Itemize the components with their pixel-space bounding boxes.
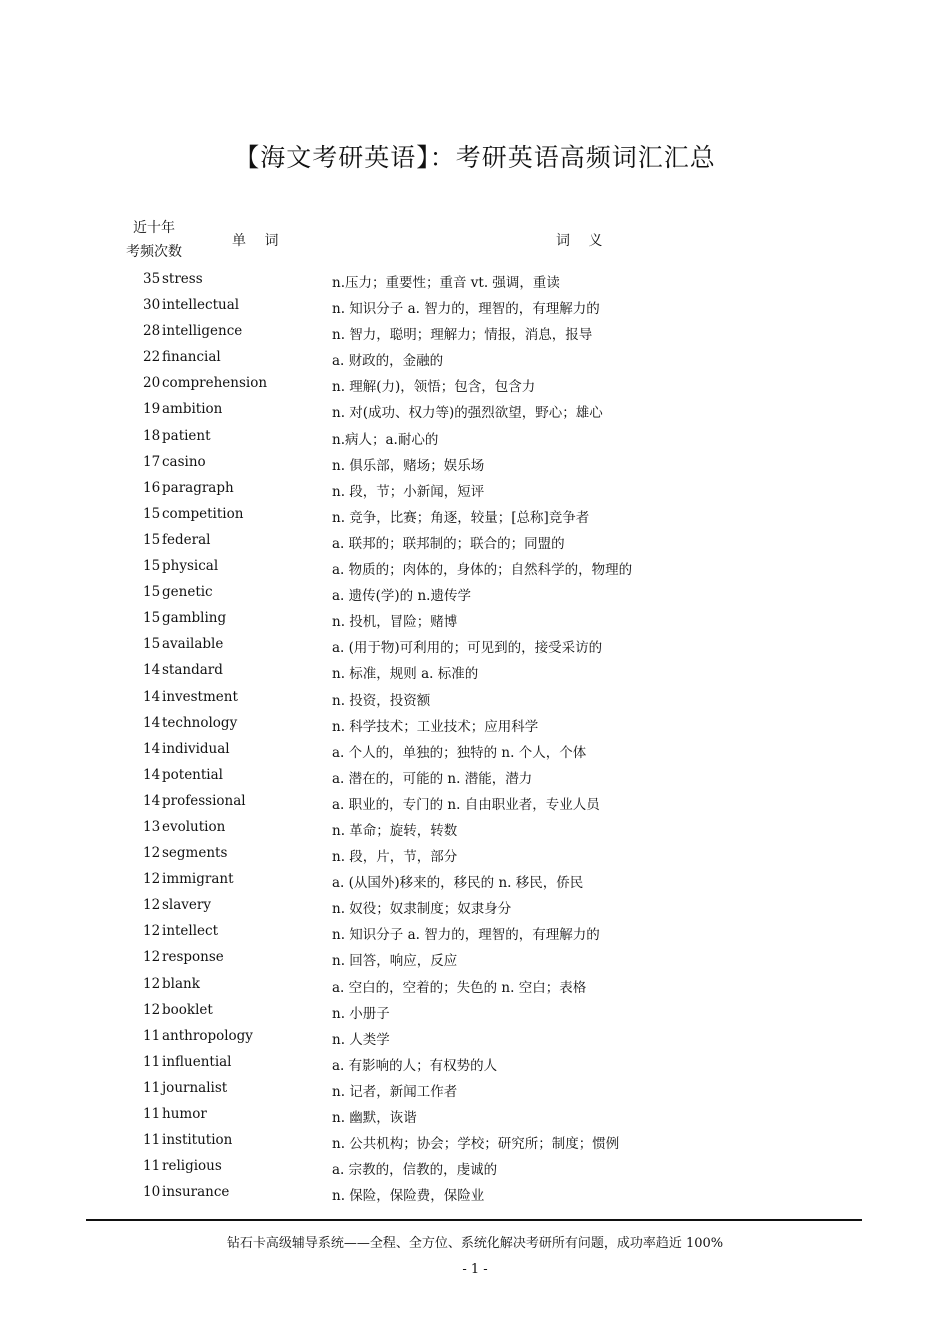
table-row	[0, 606, 950, 632]
word-definition: n. 知识分子 a. 智力的，理智的，有理解力的	[332, 301, 600, 318]
table-row	[0, 1076, 950, 1102]
table-row	[0, 919, 950, 945]
vocabulary-word: gambling	[162, 610, 227, 627]
frequency-count: 19	[143, 401, 161, 418]
word-definition: n.压力；重要性；重音 vt. 强调，重读	[332, 275, 560, 291]
word-definition: n. 理解(力)，领悟；包含，包含力	[332, 379, 536, 396]
word-definition: n. 科学技术；工业技术；应用科学	[332, 718, 539, 735]
column-header-definition: 词 义	[556, 233, 603, 249]
vocabulary-word: segments	[162, 845, 228, 862]
column-header-word: 单 词	[232, 233, 279, 249]
vocabulary-table	[0, 267, 950, 1206]
word-definition: n. 段，片，节，部分	[332, 849, 458, 866]
frequency-count: 15	[143, 558, 161, 575]
table-row	[0, 554, 950, 580]
table-row	[0, 972, 950, 998]
word-definition: n. 保险，保险费，保险业	[332, 1188, 485, 1205]
page-number: - 1 -	[462, 1262, 488, 1277]
vocabulary-word: professional	[162, 792, 246, 809]
word-definition: n. 革命；旋转，转数	[332, 822, 458, 839]
table-row	[0, 685, 950, 711]
word-definition: a. (从国外)移来的，移民的 n. 移民，侨民	[332, 875, 584, 892]
vocabulary-word: anthropology	[162, 1027, 253, 1044]
word-definition: a. 宗教的，信教的，虔诚的	[332, 1162, 498, 1179]
frequency-count: 14	[143, 792, 161, 809]
vocabulary-word: intellectual	[162, 297, 240, 314]
table-row	[0, 580, 950, 606]
vocabulary-word: journalist	[162, 1079, 228, 1096]
vocabulary-word: genetic	[162, 584, 213, 601]
word-definition: n. 知识分子 a. 智力的，理智的，有理解力的	[332, 927, 600, 944]
frequency-count: 22	[143, 349, 161, 366]
vocabulary-word: casino	[162, 453, 206, 470]
vocabulary-word: insurance	[162, 1184, 230, 1201]
table-row	[0, 1024, 950, 1050]
word-definition: n. 奴役；奴隶制度；奴隶身分	[332, 901, 512, 918]
table-row	[0, 1128, 950, 1154]
frequency-count: 11	[143, 1079, 161, 1096]
frequency-count: 12	[143, 1001, 161, 1018]
table-row	[0, 815, 950, 841]
table-row	[0, 397, 950, 423]
table-row	[0, 424, 950, 450]
frequency-count: 14	[143, 740, 161, 757]
vocabulary-word: potential	[162, 766, 223, 783]
frequency-count: 13	[143, 818, 161, 835]
vocabulary-word: intelligence	[162, 323, 243, 340]
word-definition: a. 个人的，单独的；独特的 n. 个人，个体	[332, 744, 587, 761]
vocabulary-word: financial	[162, 349, 221, 366]
frequency-count: 16	[143, 479, 161, 496]
table-row	[0, 737, 950, 763]
table-row	[0, 371, 950, 397]
table-row	[0, 319, 950, 345]
frequency-count: 18	[143, 427, 161, 444]
vocabulary-word: patient	[162, 427, 211, 444]
word-definition: a. 有影响的人；有权势的人	[332, 1057, 498, 1074]
vocabulary-word: standard	[162, 662, 223, 679]
vocabulary-word: blank	[162, 975, 200, 992]
table-row	[0, 476, 950, 502]
table-row	[0, 1154, 950, 1180]
column-header-frequency	[122, 216, 186, 264]
vocabulary-word: federal	[162, 531, 211, 548]
vocabulary-word: available	[162, 636, 224, 653]
vocabulary-word: humor	[162, 1106, 207, 1122]
frequency-count: 10	[143, 1184, 161, 1201]
frequency-count: 15	[143, 531, 161, 548]
word-definition: n. 记者，新闻工作者	[332, 1083, 458, 1100]
word-definition: n. 智力，聪明；理解力；情报，消息，报导	[332, 327, 593, 344]
vocabulary-word: evolution	[162, 818, 226, 835]
frequency-count: 15	[143, 610, 161, 627]
word-definition: n. 投机，冒险；赌博	[332, 614, 458, 631]
word-definition: n. 俱乐部，赌场；娱乐场	[332, 457, 485, 474]
word-definition: a. 联邦的；联邦制的；联合的；同盟的	[332, 535, 565, 552]
table-row	[0, 893, 950, 919]
frequency-count: 28	[143, 323, 161, 340]
vocabulary-word: response	[162, 949, 224, 966]
table-row	[0, 998, 950, 1024]
table-row	[0, 867, 950, 893]
vocabulary-word: comprehension	[162, 375, 268, 392]
frequency-count: 20	[143, 375, 161, 392]
vocabulary-word: booklet	[162, 1001, 213, 1018]
frequency-count: 12	[143, 949, 161, 966]
word-definition: a. 职业的，专门的 n. 自由职业者，专业人员	[332, 796, 600, 813]
vocabulary-word: physical	[162, 558, 219, 575]
footer-divider	[86, 1219, 862, 1221]
table-row	[0, 502, 950, 528]
table-row	[0, 841, 950, 867]
page-title: 【海文考研英语】：考研英语高频词汇汇总	[234, 143, 716, 172]
word-definition: a. 遗传(学)的 n.遗传学	[332, 588, 471, 605]
table-row	[0, 345, 950, 371]
vocabulary-word: slavery	[162, 897, 211, 914]
vocabulary-word: religious	[162, 1158, 222, 1175]
word-definition: n. 小册子	[332, 1005, 390, 1022]
table-row	[0, 658, 950, 684]
table-row	[0, 1102, 950, 1128]
vocabulary-word: technology	[162, 714, 238, 731]
vocabulary-word: ambition	[162, 401, 223, 418]
frequency-count: 12	[143, 845, 161, 862]
frequency-count: 30	[143, 297, 161, 314]
footer-text: 钻石卡高级辅导系统——全程、全方位、系统化解决考研所有问题，成功率趋近 100%	[226, 1236, 724, 1251]
word-definition: a. 财政的，金融的	[332, 353, 444, 370]
vocabulary-word: investment	[162, 688, 238, 705]
frequency-count: 12	[143, 871, 161, 888]
vocabulary-word: paragraph	[162, 479, 234, 496]
table-row	[0, 1180, 950, 1206]
vocabulary-word: immigrant	[162, 871, 234, 888]
frequency-count: 11	[143, 1132, 161, 1149]
table-row	[0, 789, 950, 815]
word-definition: n. 标准，规则 a. 标准的	[332, 666, 479, 683]
frequency-count: 11	[143, 1106, 161, 1122]
frequency-count: 14	[143, 662, 161, 679]
frequency-count: 12	[143, 897, 161, 914]
word-definition: a. 空白的，空着的；失色的 n. 空白；表格	[332, 979, 587, 996]
frequency-count: 15	[143, 584, 161, 601]
frequency-header-line2: 考频次数	[126, 244, 182, 260]
vocabulary-word: competition	[162, 505, 244, 522]
word-definition: n. 对(成功、权力等)的强烈欲望，野心；雄心	[332, 405, 603, 422]
word-definition: a. 物质的；肉体的，身体的；自然科学的，物理的	[332, 562, 633, 579]
table-row	[0, 528, 950, 554]
frequency-count: 14	[143, 688, 161, 705]
word-definition: n. 幽默，诙谐	[332, 1110, 417, 1126]
frequency-header-line1: 近十年	[133, 220, 175, 236]
word-definition: n. 人类学	[332, 1031, 390, 1048]
table-row	[0, 711, 950, 737]
table-row	[0, 945, 950, 971]
table-row	[0, 450, 950, 476]
table-row	[0, 267, 950, 293]
table-row	[0, 763, 950, 789]
frequency-count: 14	[143, 714, 161, 731]
table-row	[0, 1050, 950, 1076]
table-row	[0, 632, 950, 658]
table-row	[0, 293, 950, 319]
frequency-count: 11	[143, 1027, 161, 1044]
vocabulary-word: intellect	[162, 923, 219, 940]
vocabulary-word: influential	[162, 1053, 232, 1070]
vocabulary-word: individual	[162, 740, 230, 757]
frequency-count: 11	[143, 1053, 161, 1070]
frequency-count: 14	[143, 766, 161, 783]
vocabulary-word: institution	[162, 1132, 233, 1149]
frequency-count: 35	[143, 271, 161, 287]
frequency-count: 17	[143, 453, 161, 470]
frequency-count: 15	[143, 505, 161, 522]
vocabulary-word: stress	[162, 271, 203, 287]
word-definition: a. 潜在的，可能的 n. 潜能，潜力	[332, 770, 533, 787]
frequency-count: 11	[143, 1158, 161, 1175]
word-definition: n. 投资，投资额	[332, 692, 431, 709]
frequency-count: 12	[143, 975, 161, 992]
word-definition: n.病人；a.耐心的	[332, 431, 439, 448]
frequency-count: 12	[143, 923, 161, 940]
word-definition: n. 竞争，比赛；角逐，较量；[总称]竞争者	[332, 509, 590, 526]
word-definition: a. (用于物)可利用的；可见到的，接受采访的	[332, 640, 603, 657]
frequency-count: 15	[143, 636, 161, 653]
word-definition: n. 回答，响应，反应	[332, 953, 458, 970]
word-definition: n. 段，节；小新闻，短评	[332, 483, 485, 500]
word-definition: n. 公共机构；协会；学校；研究所；制度；惯例	[332, 1136, 620, 1153]
